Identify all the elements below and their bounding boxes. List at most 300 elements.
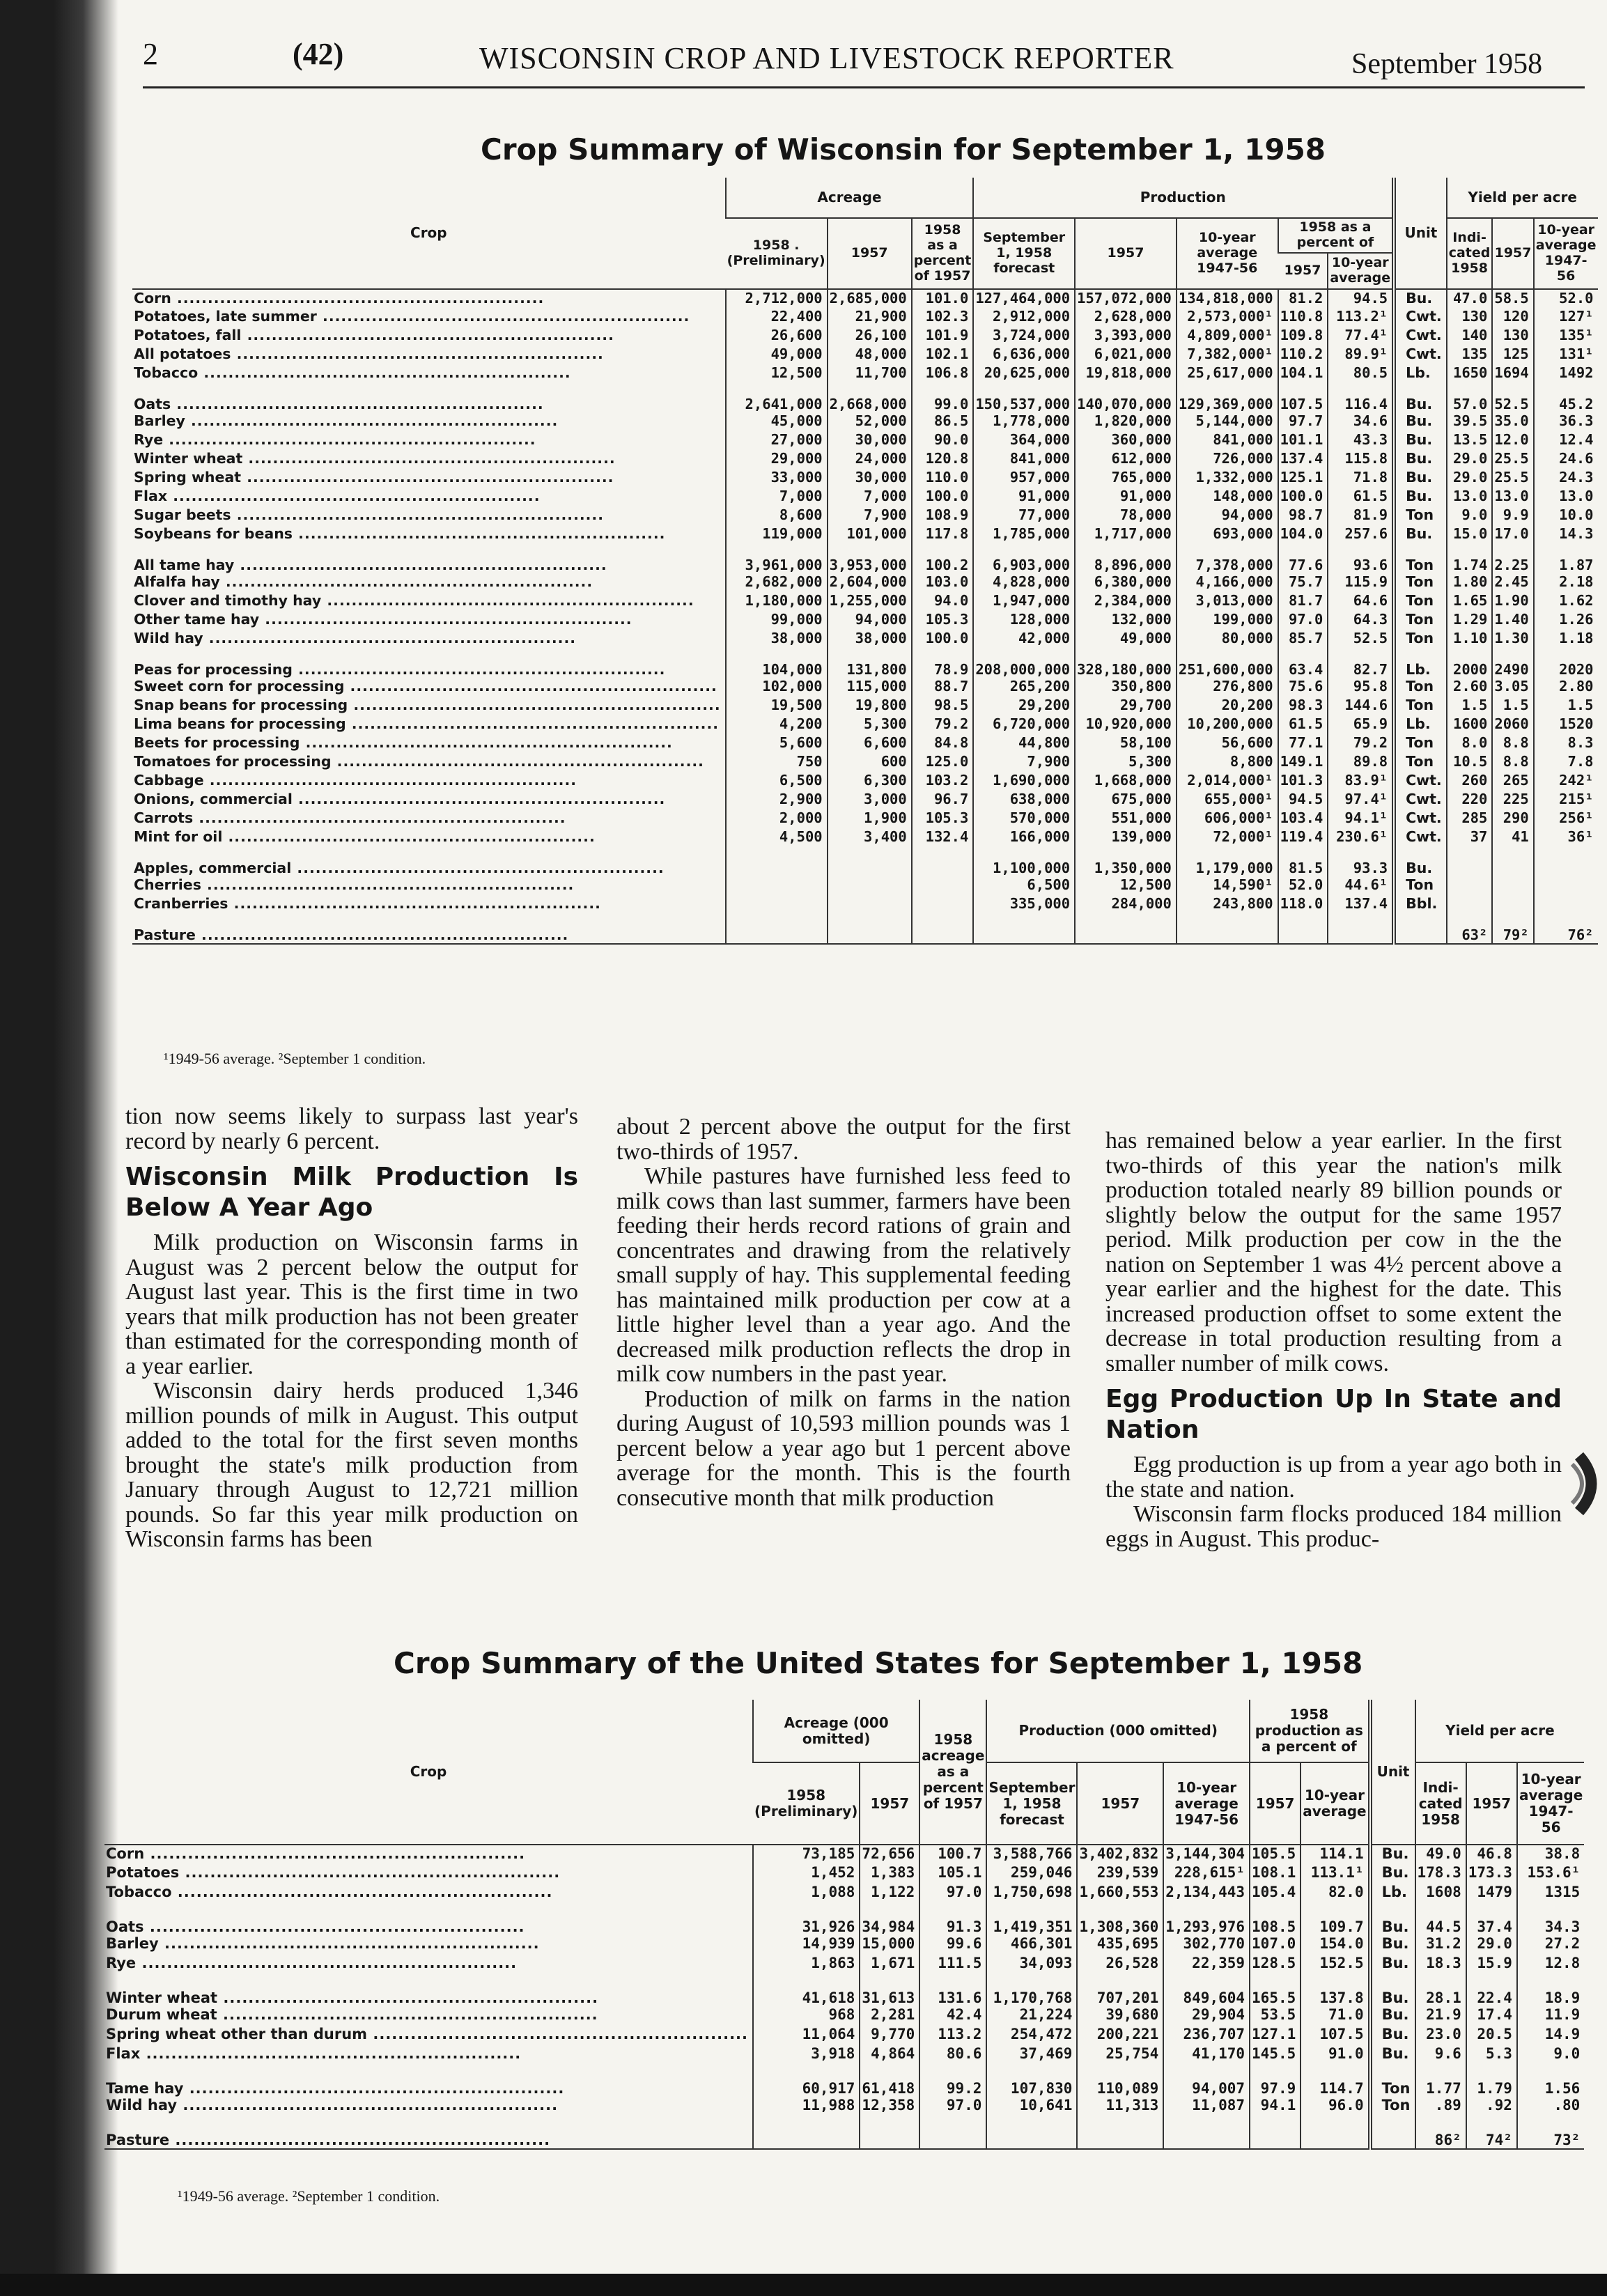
value-cell: 3,000 bbox=[828, 791, 912, 809]
value-cell: 61,418 bbox=[860, 2065, 919, 2097]
value-cell: 153.6¹ bbox=[1517, 1864, 1584, 1884]
value-cell: 13.5 bbox=[1447, 431, 1493, 450]
egg-heading: Egg Production Up In State and Nation bbox=[1105, 1385, 1562, 1444]
value-cell: 2000 bbox=[1447, 649, 1493, 678]
value-cell: 39.5 bbox=[1447, 412, 1493, 431]
table-row bbox=[104, 1903, 1584, 1935]
value-cell: 257.6 bbox=[1328, 525, 1394, 544]
value-cell: 152.5 bbox=[1301, 1955, 1369, 1974]
dot-leader: ............................................................ bbox=[179, 1864, 561, 1881]
value-cell: 8,800 bbox=[1177, 753, 1278, 772]
value-cell: 228,615¹ bbox=[1163, 1864, 1250, 1884]
value-cell: 2.80 bbox=[1534, 678, 1598, 697]
value-cell: 4,500 bbox=[726, 828, 828, 847]
col-yield-indicated: Indi- cated 1958 bbox=[1447, 218, 1493, 289]
value-cell: 82.0 bbox=[1301, 1884, 1369, 1903]
value-cell: 100.0 bbox=[1278, 488, 1328, 506]
value-cell: 44.6¹ bbox=[1328, 876, 1394, 895]
value-cell: 15,000 bbox=[860, 1935, 919, 1955]
value-cell: 1.30 bbox=[1492, 630, 1533, 649]
dot-leader: ............................................................ bbox=[193, 809, 566, 826]
value-cell: 25,754 bbox=[1077, 2045, 1163, 2065]
value-cell: 61.5 bbox=[1328, 488, 1394, 506]
value-cell: Lb. bbox=[1394, 649, 1447, 678]
table-row bbox=[132, 611, 1598, 630]
value-cell bbox=[1447, 876, 1493, 895]
article-paragraph: Production of milk on farms in the nation during August of 10,593 million pounds was 1 percent below a year ago but 1 percent above average for the month. This is the fourth consecutive month that milk production bbox=[616, 1386, 1071, 1511]
value-cell: 43.3 bbox=[1328, 431, 1394, 450]
value-cell: 1,671 bbox=[860, 1955, 919, 1974]
value-cell: 284,000 bbox=[1075, 895, 1177, 914]
value-cell: 13.0 bbox=[1447, 488, 1493, 506]
dot-leader: ............................................................ bbox=[143, 1918, 525, 1935]
dot-leader: ............................................................ bbox=[222, 828, 596, 845]
value-cell: 1.40 bbox=[1492, 611, 1533, 630]
value-cell: 2,900 bbox=[726, 791, 828, 809]
value-cell: 243,800 bbox=[1177, 895, 1278, 914]
value-cell: 29,700 bbox=[1075, 697, 1177, 715]
value-cell: 7.8 bbox=[1534, 753, 1598, 772]
value-cell: 72,656 bbox=[860, 1845, 919, 1864]
value-cell: 1,350,000 bbox=[1075, 847, 1177, 876]
table-row bbox=[132, 592, 1598, 611]
value-cell: 109.8 bbox=[1278, 327, 1328, 346]
value-cell: 38.8 bbox=[1517, 1845, 1584, 1864]
value-cell: 1608 bbox=[1415, 1884, 1466, 1903]
value-cell: 120 bbox=[1492, 308, 1533, 327]
value-cell: 466,301 bbox=[986, 1935, 1077, 1955]
value-cell: 1,900 bbox=[828, 809, 912, 828]
value-cell: 149.1 bbox=[1278, 753, 1328, 772]
dot-leader: ............................................................ bbox=[292, 791, 666, 807]
table-row bbox=[132, 431, 1598, 450]
value-cell: 76² bbox=[1534, 914, 1598, 944]
value-cell: 97.7 bbox=[1278, 412, 1328, 431]
value-cell: 29.0 bbox=[1447, 469, 1493, 488]
col-crop: Crop bbox=[132, 178, 726, 289]
value-cell: 135 bbox=[1447, 346, 1493, 364]
value-cell: 178.3 bbox=[1415, 1864, 1466, 1884]
value-cell: 10,200,000 bbox=[1177, 715, 1278, 734]
value-cell: 5,600 bbox=[726, 734, 828, 753]
value-cell: 2.45 bbox=[1492, 573, 1533, 592]
value-cell: Cwt. bbox=[1394, 346, 1447, 364]
table-row bbox=[132, 364, 1598, 383]
value-cell: 79.2 bbox=[1328, 734, 1394, 753]
value-cell bbox=[726, 895, 828, 914]
value-cell: 132,000 bbox=[1075, 611, 1177, 630]
article-paragraph: about 2 percent above the output for the first two-thirds of 1957. bbox=[616, 1114, 1071, 1165]
table-row bbox=[104, 2065, 1584, 2097]
value-cell: 94.1 bbox=[1250, 2097, 1301, 2116]
value-cell: Bu. bbox=[1370, 1845, 1415, 1864]
value-cell: 30,000 bbox=[828, 431, 912, 450]
value-cell: 106.8 bbox=[912, 364, 974, 383]
crop-name-cell: Apples, commercial ............................................................ bbox=[134, 860, 665, 876]
crop-name-cell: Rye ............................................................ bbox=[106, 1955, 518, 1971]
value-cell: 11.9 bbox=[1517, 2006, 1584, 2026]
value-cell: 1,088 bbox=[753, 1884, 860, 1903]
value-cell: 2,573,000¹ bbox=[1177, 308, 1278, 327]
col-prod-forecast: September 1, 1958 forecast bbox=[973, 218, 1075, 289]
value-cell: 81.2 bbox=[1278, 289, 1328, 308]
value-cell: 1,180,000 bbox=[726, 592, 828, 611]
dot-leader: ............................................................ bbox=[171, 1884, 553, 1900]
value-cell: 128,000 bbox=[973, 611, 1075, 630]
value-cell: 9.0 bbox=[1517, 2045, 1584, 2065]
value-cell: 849,604 bbox=[1163, 1974, 1250, 2006]
value-cell: 94.5 bbox=[1278, 791, 1328, 809]
value-cell: 9.6 bbox=[1415, 2045, 1466, 2065]
value-cell: 101.0 bbox=[912, 289, 974, 308]
value-cell: 1,863 bbox=[753, 1955, 860, 1974]
value-cell: 5,144,000 bbox=[1177, 412, 1278, 431]
value-cell: 21.9 bbox=[1415, 2006, 1466, 2026]
crop-name-cell: Tobacco ............................................................ bbox=[106, 1884, 553, 1900]
value-cell: 72,000¹ bbox=[1177, 828, 1278, 847]
page-number: 2 bbox=[143, 37, 158, 71]
value-cell: 81.9 bbox=[1328, 506, 1394, 525]
value-cell: 42.4 bbox=[919, 2006, 986, 2026]
value-cell: 2490 bbox=[1492, 649, 1533, 678]
value-cell: 1492 bbox=[1534, 364, 1598, 383]
value-cell: 37.4 bbox=[1466, 1903, 1517, 1935]
value-cell: Ton bbox=[1394, 697, 1447, 715]
value-cell: 2,912,000 bbox=[973, 308, 1075, 327]
value-cell: 8,600 bbox=[726, 506, 828, 525]
dot-leader: ............................................................ bbox=[183, 2080, 565, 2097]
value-cell: 2,682,000 bbox=[726, 573, 828, 592]
dot-leader: ............................................................ bbox=[171, 290, 545, 307]
value-cell: 52.0 bbox=[1534, 289, 1598, 308]
value-cell: 3,402,832 bbox=[1077, 1845, 1163, 1864]
value-cell: 1.56 bbox=[1517, 2065, 1584, 2097]
value-cell bbox=[726, 914, 828, 944]
value-cell: 144.6 bbox=[1328, 697, 1394, 715]
value-cell: 129,369,000 bbox=[1177, 383, 1278, 412]
col-unit: Unit bbox=[1394, 178, 1447, 289]
value-cell: Bu. bbox=[1370, 2045, 1415, 2065]
table-row bbox=[104, 2026, 1584, 2045]
value-cell bbox=[986, 2116, 1077, 2149]
value-cell: 8,896,000 bbox=[1075, 544, 1177, 573]
value-cell: 1,122 bbox=[860, 1884, 919, 1903]
value-cell: 2,000 bbox=[726, 809, 828, 828]
crop-name-cell: Winter wheat ............................................................ bbox=[134, 450, 616, 467]
value-cell: 36.3 bbox=[1534, 412, 1598, 431]
col-yield-avg: 10-year average 1947-56 bbox=[1534, 218, 1598, 289]
value-cell: 25,617,000 bbox=[1177, 364, 1278, 383]
value-cell: 1,419,351 bbox=[986, 1903, 1077, 1935]
col-yield-indicated: Indi- cated 1958 bbox=[1415, 1762, 1466, 1845]
table-row bbox=[132, 573, 1598, 592]
value-cell: 364,000 bbox=[973, 431, 1075, 450]
value-cell: 10.0 bbox=[1534, 506, 1598, 525]
value-cell: 3,588,766 bbox=[986, 1845, 1077, 1864]
value-cell: 199,000 bbox=[1177, 611, 1278, 630]
value-cell: 119.4 bbox=[1278, 828, 1328, 847]
milk-heading: Wisconsin Milk Production Is Below A Year Ago bbox=[125, 1163, 578, 1222]
value-cell: 89.9¹ bbox=[1328, 346, 1394, 364]
value-cell: 34.6 bbox=[1328, 412, 1394, 431]
value-cell: 81.5 bbox=[1278, 847, 1328, 876]
value-cell: 10.5 bbox=[1447, 753, 1493, 772]
value-cell: 328,180,000 bbox=[1075, 649, 1177, 678]
value-cell: Bu. bbox=[1394, 525, 1447, 544]
value-cell: 20.5 bbox=[1466, 2026, 1517, 2045]
value-cell: 11,700 bbox=[828, 364, 912, 383]
value-cell: 137.4 bbox=[1278, 450, 1328, 469]
crop-name-cell: Cherries ............................................................ bbox=[134, 876, 575, 893]
value-cell: 131,800 bbox=[828, 649, 912, 678]
value-cell: 1,660,553 bbox=[1077, 1884, 1163, 1903]
value-cell: 94.5 bbox=[1328, 289, 1394, 308]
crop-name-cell: Pasture ............................................................ bbox=[132, 914, 726, 944]
table-row bbox=[104, 1974, 1584, 2006]
value-cell: 157,072,000 bbox=[1075, 289, 1177, 308]
value-cell: 2,014,000¹ bbox=[1177, 772, 1278, 791]
value-cell: 1,947,000 bbox=[973, 592, 1075, 611]
col-pct-avg: 10-year average bbox=[1328, 253, 1394, 289]
value-cell: 24.6 bbox=[1534, 450, 1598, 469]
value-cell bbox=[1447, 847, 1493, 876]
dot-leader: ............................................................ bbox=[163, 431, 536, 448]
value-cell: 115.8 bbox=[1328, 450, 1394, 469]
table-row bbox=[104, 1935, 1584, 1955]
value-cell: 137.4 bbox=[1328, 895, 1394, 914]
dot-leader: ............................................................ bbox=[201, 876, 575, 893]
value-cell: 1,100,000 bbox=[973, 847, 1075, 876]
value-cell: 91.0 bbox=[1301, 2045, 1369, 2065]
value-cell: 34,093 bbox=[986, 1955, 1077, 1974]
value-cell bbox=[1177, 914, 1278, 944]
value-cell: 125 bbox=[1492, 346, 1533, 364]
value-cell: 97.0 bbox=[919, 1884, 986, 1903]
value-cell: 33,000 bbox=[726, 469, 828, 488]
value-cell: 97.4¹ bbox=[1328, 791, 1394, 809]
value-cell: 21,900 bbox=[828, 308, 912, 327]
crop-name-cell: Pasture ............................................................ bbox=[104, 2116, 753, 2149]
col-prod-1957: 1957 bbox=[1075, 218, 1177, 289]
table-row bbox=[104, 2097, 1584, 2116]
value-cell: 125.1 bbox=[1278, 469, 1328, 488]
value-cell: 104.1 bbox=[1278, 364, 1328, 383]
value-cell: 2,641,000 bbox=[726, 383, 828, 412]
value-cell: 29,000 bbox=[726, 450, 828, 469]
value-cell: 78,000 bbox=[1075, 506, 1177, 525]
value-cell: 350,800 bbox=[1075, 678, 1177, 697]
value-cell: 58,100 bbox=[1075, 734, 1177, 753]
dot-leader: ............................................................ bbox=[169, 2132, 551, 2148]
value-cell: 1.65 bbox=[1447, 592, 1493, 611]
value-cell: 4,864 bbox=[860, 2045, 919, 2065]
value-cell: 8.8 bbox=[1492, 753, 1533, 772]
value-cell bbox=[860, 2116, 919, 2149]
value-cell: 208,000,000 bbox=[973, 649, 1075, 678]
value-cell: 166,000 bbox=[973, 828, 1075, 847]
value-cell: 36¹ bbox=[1534, 828, 1598, 847]
value-cell: 3,953,000 bbox=[828, 544, 912, 573]
value-cell: 31.2 bbox=[1415, 1935, 1466, 1955]
value-cell: 108.5 bbox=[1250, 1903, 1301, 1935]
value-cell: 6,600 bbox=[828, 734, 912, 753]
value-cell: 47.0 bbox=[1447, 289, 1493, 308]
value-cell: 5,300 bbox=[1075, 753, 1177, 772]
value-cell: 2060 bbox=[1492, 715, 1533, 734]
value-cell: 302,770 bbox=[1163, 1935, 1250, 1955]
value-cell: 84.8 bbox=[912, 734, 974, 753]
value-cell: 1.62 bbox=[1534, 592, 1598, 611]
value-cell: 34,984 bbox=[860, 1903, 919, 1935]
value-cell: 113.1¹ bbox=[1301, 1864, 1369, 1884]
value-cell: 100.2 bbox=[912, 544, 974, 573]
table-row bbox=[132, 876, 1598, 895]
value-cell: Bu. bbox=[1394, 469, 1447, 488]
dot-leader: ............................................................ bbox=[158, 1935, 540, 1952]
value-cell: 111.5 bbox=[919, 1955, 986, 1974]
value-cell: 145.5 bbox=[1250, 2045, 1301, 2065]
value-cell: 2,668,000 bbox=[828, 383, 912, 412]
value-cell: 1,750,698 bbox=[986, 1884, 1077, 1903]
value-cell: 131.6 bbox=[919, 1974, 986, 2006]
value-cell: 276,800 bbox=[1177, 678, 1278, 697]
value-cell: 97.0 bbox=[1278, 611, 1328, 630]
value-cell: 8.8 bbox=[1492, 734, 1533, 753]
value-cell: 37,469 bbox=[986, 2045, 1077, 2065]
col-acreage-pct: 1958 acreage as a percent of 1957 bbox=[919, 1700, 986, 1845]
value-cell: 3,144,304 bbox=[1163, 1845, 1250, 1864]
value-cell: 14,939 bbox=[753, 1935, 860, 1955]
value-cell: 1,820,000 bbox=[1075, 412, 1177, 431]
value-cell: Bu. bbox=[1394, 450, 1447, 469]
value-cell: 137.8 bbox=[1301, 1974, 1369, 2006]
dot-leader: ............................................................ bbox=[198, 364, 571, 381]
value-cell: 98.5 bbox=[912, 697, 974, 715]
article-paragraph: Wisconsin farm flocks produced 184 million eggs in August. This produc- bbox=[1105, 1501, 1562, 1552]
value-cell: 101.1 bbox=[1278, 431, 1328, 450]
value-cell: 968 bbox=[753, 2006, 860, 2026]
value-cell: 134,818,000 bbox=[1177, 289, 1278, 308]
value-cell: 99.2 bbox=[919, 2065, 986, 2097]
crop-name-cell: Rye ............................................................ bbox=[134, 431, 536, 448]
value-cell: Bu. bbox=[1394, 431, 1447, 450]
value-cell: 44,800 bbox=[973, 734, 1075, 753]
value-cell: 41 bbox=[1492, 828, 1533, 847]
us-crop-table bbox=[104, 1700, 1584, 2150]
col-acreage-1957: 1957 bbox=[860, 1762, 919, 1845]
col-yield-avg: 10-year average 1947-56 bbox=[1517, 1762, 1584, 1845]
crop-name-cell: Durum wheat ............................................................ bbox=[106, 2006, 598, 2023]
value-cell: Ton bbox=[1394, 592, 1447, 611]
crop-name-cell: Corn ............................................................ bbox=[134, 290, 545, 307]
table-row bbox=[132, 327, 1598, 346]
table-row bbox=[104, 2045, 1584, 2065]
value-cell: 251,600,000 bbox=[1177, 649, 1278, 678]
value-cell: 140 bbox=[1447, 327, 1493, 346]
value-cell bbox=[1492, 876, 1533, 895]
value-cell: 3,961,000 bbox=[726, 544, 828, 573]
value-cell: 31,613 bbox=[860, 1974, 919, 2006]
value-cell: 74² bbox=[1466, 2116, 1517, 2149]
value-cell: 108.9 bbox=[912, 506, 974, 525]
value-cell: 14,590¹ bbox=[1177, 876, 1278, 895]
value-cell: 20,625,000 bbox=[973, 364, 1075, 383]
value-cell: 6,720,000 bbox=[973, 715, 1075, 734]
dot-leader: ............................................................ bbox=[144, 1845, 526, 1862]
crop-name-cell: Beets for processing ............................................................ bbox=[134, 734, 673, 751]
value-cell: 290 bbox=[1492, 809, 1533, 828]
table-row bbox=[132, 847, 1598, 876]
value-cell bbox=[1328, 914, 1394, 944]
value-cell: 9.0 bbox=[1447, 506, 1493, 525]
value-cell: 726,000 bbox=[1177, 450, 1278, 469]
dot-leader: ............................................................ bbox=[234, 557, 607, 573]
value-cell: 94.0 bbox=[912, 592, 974, 611]
value-cell: 56,600 bbox=[1177, 734, 1278, 753]
dot-leader: ............................................................ bbox=[321, 592, 694, 609]
value-cell: 73² bbox=[1517, 2116, 1584, 2149]
value-cell: 18.9 bbox=[1517, 1974, 1584, 2006]
table-row bbox=[132, 895, 1598, 914]
value-cell bbox=[1447, 895, 1493, 914]
value-cell: 98.7 bbox=[1278, 506, 1328, 525]
value-cell: 130 bbox=[1447, 308, 1493, 327]
value-cell: 360,000 bbox=[1075, 431, 1177, 450]
value-cell: 1,170,768 bbox=[986, 1974, 1077, 2006]
table-row bbox=[132, 809, 1598, 828]
value-cell: 127,464,000 bbox=[973, 289, 1075, 308]
article-paragraph: has remained below a year earlier. In the first two-thirds of this year the nation's milk production totaled nearly 89 billion pounds or slightly below the output for the same 1957 period. Milk production per cow in the the nation on September 1 was 4½ percent above a year earlier and the highest for the date. This increased production offset to some extent the decrease in total production resulting from a smaller number of milk cows. bbox=[1105, 1128, 1562, 1376]
value-cell: Bbl. bbox=[1394, 895, 1447, 914]
value-cell: 105.1 bbox=[919, 1864, 986, 1884]
value-cell bbox=[828, 914, 912, 944]
value-cell: 6,500 bbox=[726, 772, 828, 791]
col-prod-forecast: September 1, 1958 forecast bbox=[986, 1762, 1077, 1845]
value-cell: 127¹ bbox=[1534, 308, 1598, 327]
value-cell: 113.2 bbox=[919, 2026, 986, 2045]
value-cell bbox=[1077, 2116, 1163, 2149]
value-cell: 14.3 bbox=[1534, 525, 1598, 544]
value-cell: 1,690,000 bbox=[973, 772, 1075, 791]
value-cell: 80.6 bbox=[919, 2045, 986, 2065]
value-cell: 3.05 bbox=[1492, 678, 1533, 697]
value-cell bbox=[912, 895, 974, 914]
value-cell: 1.80 bbox=[1447, 573, 1493, 592]
crop-name-cell: Barley ............................................................ bbox=[134, 412, 559, 429]
value-cell: 25.5 bbox=[1492, 450, 1533, 469]
value-cell: 1.79 bbox=[1466, 2065, 1517, 2097]
value-cell: 130 bbox=[1492, 327, 1533, 346]
table-row bbox=[132, 753, 1598, 772]
value-cell: Bu. bbox=[1394, 847, 1447, 876]
value-cell: 18.3 bbox=[1415, 1955, 1466, 1974]
dot-leader: ............................................................ bbox=[217, 2006, 598, 2023]
table-row bbox=[104, 1955, 1584, 1974]
value-cell: 27,000 bbox=[726, 431, 828, 450]
dot-leader: ............................................................ bbox=[331, 753, 704, 770]
article-paragraph: Egg production is up from a year ago both in the state and nation. bbox=[1105, 1452, 1562, 1503]
col-crop: Crop bbox=[104, 1700, 753, 1845]
col-prod-avg: 10-year average 1947-56 bbox=[1163, 1762, 1250, 1845]
value-cell: 30,000 bbox=[828, 469, 912, 488]
dot-leader: ............................................................ bbox=[136, 1955, 518, 1971]
value-cell: 13.0 bbox=[1492, 488, 1533, 506]
value-cell: 58.5 bbox=[1492, 289, 1533, 308]
crop-name-cell: Wild hay ............................................................ bbox=[106, 2097, 559, 2113]
col-prod-pct: 1958 as a percent of bbox=[1278, 218, 1395, 253]
value-cell: 105.3 bbox=[912, 809, 974, 828]
crop-name-cell: Sugar beets ............................................................ bbox=[134, 506, 605, 523]
